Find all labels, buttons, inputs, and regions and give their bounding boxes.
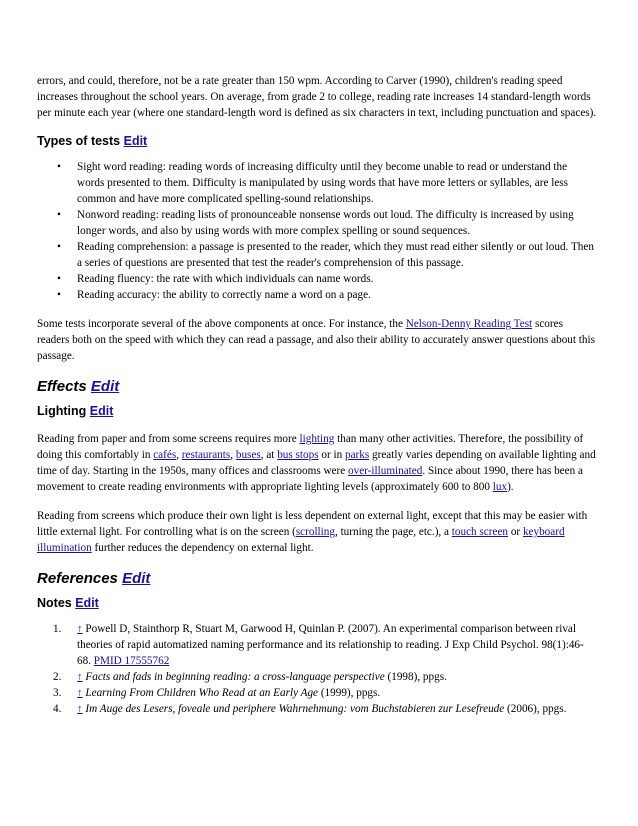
lighting-link[interactable]: lighting (299, 433, 335, 445)
backlink-arrow-icon[interactable]: ↑ (77, 703, 83, 715)
intro-paragraph: errors, and could, therefore, not be a rate greater than 150 wpm. According to Carver (1990), children's reading speed increases throughout the school years. On average, from grade 2 to college, reading rate increases 14 standard-length words per minute each year (where one standard-length word is defined as six characters in text, including punctuation and spaces). (37, 75, 597, 119)
buses-link[interactable]: buses (235, 449, 261, 461)
components-paragraph: Some tests incorporate several of the above components at once. For instance, the Nelson-Denny Reading Test scores readers both on the speed with which they can read a passage, and also their ability to accurately answer questions about this passage. (37, 318, 595, 362)
effects-edit-link[interactable]: Edit (90, 378, 120, 395)
list-item (37, 159, 597, 207)
touch-screen-link[interactable]: touch screen (451, 526, 509, 538)
cafes-link[interactable]: cafés (153, 449, 177, 461)
list-item (37, 207, 597, 239)
bullet-icon: • (57, 161, 61, 173)
list-item (37, 271, 597, 287)
effects-title: Effects (37, 378, 87, 395)
test-types-list (37, 159, 597, 303)
list-item-text: Reading fluency: the rate with which individuals can name words. (77, 273, 374, 285)
list-item-text: Reading accuracy: the ability to correctly name a word on a page. (77, 289, 371, 301)
list-item: 2. ↑ Facts and fads in beginning reading: a cross-language perspective (1998), ppgs. (53, 671, 447, 683)
list-item: 4. ↑ Im Auge des Lesers, foveale und periphere Wahrnehmung: vom Buchstabieren zur Lesefreude (2006), ppgs. (53, 703, 567, 715)
backlink-arrow-icon[interactable]: ↑ (77, 623, 83, 635)
list-item-text: Sight word reading: reading words of increasing difficulty until they become unable to read or understand the words presented to them. Difficulty is manipulated by using words that have more letters or syllables, are less common and have more complicated spelling-sound relationships. (77, 161, 568, 205)
notes-heading (37, 595, 597, 611)
list-item: 1. ↑ Powell D, Stainthorp R, Stuart M, Garwood H, Quinlan P. (2007). An experimental comparison between rival theories of rapid automatized naming performance and its relationship to reading. J Exp Child Psychol. 98(1):46-68. PMID 17555762 (53, 623, 584, 667)
over-illuminated-link[interactable]: over-illuminated (348, 465, 423, 477)
list-item-text: Nonword reading: reading lists of pronounceable nonsense words out loud. The difficulty is increased by using longer words, and also by using words with more complex spelling or sound sequences. (77, 209, 574, 237)
references-edit-link[interactable]: Edit (122, 570, 151, 587)
document-page (37, 73, 597, 717)
notes-list (37, 621, 597, 717)
list-item-text: Reading comprehension: a passage is presented to the reader, which they must read either silently or out loud. Then a series of questions are presented that test the reader's comprehension of this passage. (77, 241, 594, 269)
keyboard-illumination-link[interactable]: keyboard illumination (37, 526, 565, 554)
lighting-paragraph-2: Reading from screens which produce their own light is less dependent on external light, except that this may be easier with little external light. For controlling what is on the screen (scrolling, turning the page, etc.), a touch screen or keyboard illumination further reduces the dependency on external light. (37, 510, 588, 554)
list-item: 3. ↑ Learning From Children Who Read at an Early Age (1999), ppgs. (53, 687, 381, 699)
nelson-denny-link[interactable]: Nelson-Denny Reading Test (405, 318, 533, 330)
scrolling-link[interactable]: scrolling (295, 526, 335, 538)
bullet-icon: • (57, 209, 61, 221)
list-item (37, 287, 597, 303)
types-of-tests-heading (37, 133, 597, 149)
types-of-tests-title: Types of tests (37, 134, 121, 148)
notes-edit-link[interactable]: Edit (75, 596, 99, 610)
list-item (37, 239, 597, 271)
bullet-icon: • (57, 289, 61, 301)
lighting-edit-link[interactable]: Edit (89, 404, 114, 418)
pmid-link[interactable]: PMID 17555762 (93, 655, 170, 667)
lux-link[interactable]: lux (492, 481, 508, 493)
references-title: References (37, 570, 118, 587)
restaurants-link[interactable]: restaurants (181, 449, 231, 461)
bullet-icon: • (57, 241, 61, 253)
lighting-heading (37, 403, 597, 419)
backlink-arrow-icon[interactable]: ↑ (77, 687, 83, 699)
lighting-title: Lighting (37, 404, 87, 418)
bullet-icon: • (57, 273, 61, 285)
types-of-tests-edit-link[interactable]: Edit (123, 134, 148, 148)
effects-heading (37, 378, 597, 396)
references-heading (37, 570, 597, 588)
notes-title: Notes (37, 596, 72, 610)
backlink-arrow-icon[interactable]: ↑ (77, 671, 83, 683)
lighting-paragraph-1: Reading from paper and from some screens requires more lighting than many other activities. Therefore, the possibility of doing this comfortably in cafés, restaurants, buses, at bus stops or in parks greatly varies depending on available lighting and time of day. Starting in the 1950s, many offices and classrooms were over-illuminated. Since about 1990, there has been a movement to create reading environments with appropriate lighting levels (approximately 600 to 800 lux). (37, 433, 596, 493)
parks-link[interactable]: parks (344, 449, 370, 461)
bus-stops-link[interactable]: bus stops (277, 449, 319, 461)
